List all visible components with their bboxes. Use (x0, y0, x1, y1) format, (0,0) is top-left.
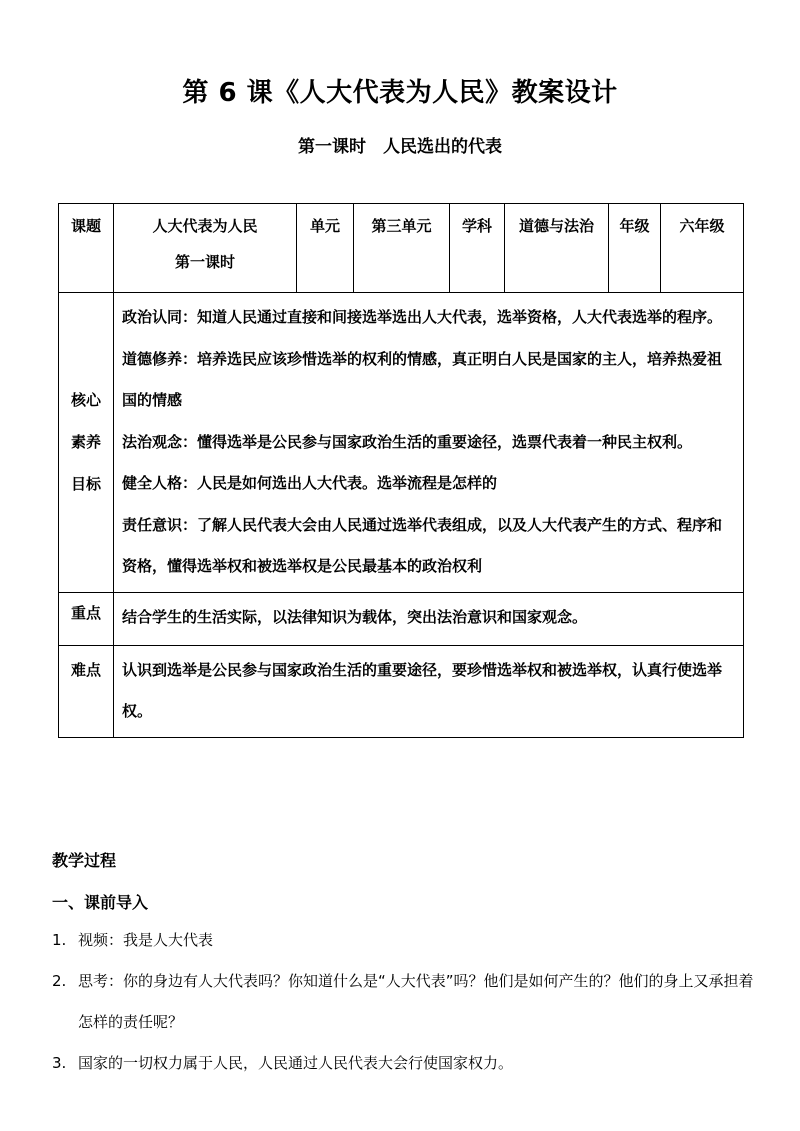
key-point-label: 重点 (59, 592, 114, 645)
lesson-value (114, 204, 297, 293)
lesson-value-line2: 第一课时 (174, 253, 235, 271)
list-item (52, 961, 762, 1043)
core-goal-political: 政治认同：知道人民通过直接和间接选举选出人大代表，选举资格，人大代表选举的程序。 (122, 308, 723, 326)
subject-label: 学科 (450, 204, 505, 293)
list-item (52, 1043, 762, 1084)
unit-value: 第三单元 (354, 204, 450, 293)
unit-label: 单元 (297, 204, 354, 293)
page-title: 第 6 课《人大代表为人民》教案设计 (182, 78, 618, 108)
list-item-number: 2. (52, 972, 67, 990)
lesson-label: 课题 (59, 204, 114, 293)
core-label-line3: 目标 (70, 475, 101, 494)
intro-section-heading: 一、课前导入 (52, 893, 149, 912)
intro-list (52, 920, 762, 1084)
list-item-number: 3. (52, 1054, 67, 1072)
list-item-text: 思考：你的身边有人大代表吗？你知道什么是“人大代表”吗？他们是如何产生的？他们的身上又承担着怎样的责任呢？ (78, 972, 754, 1031)
lesson-info-table (58, 203, 744, 738)
difficulty-label: 难点 (59, 645, 114, 737)
core-goals-content (114, 293, 744, 593)
table-header-row (59, 204, 744, 293)
difficulty-text: 认识到选举是公民参与国家政治生活的重要途径，要珍惜选举权和被选举权，认真行使选举权。 (114, 645, 744, 737)
subject-value: 道德与法治 (505, 204, 609, 293)
difficulty-row (59, 645, 744, 737)
core-goal-personality: 健全人格：人民是如何选出人大代表。选举流程是怎样的 (122, 474, 498, 492)
list-item (52, 920, 762, 961)
core-goal-moral: 道德修养：培养选民应该珍惜选举的权利的情感，真正明白人民是国家的主人，培养热爱祖国的情感 (122, 349, 723, 409)
core-label-line1: 核心 (70, 391, 101, 410)
list-item-number: 1. (52, 931, 67, 949)
lesson-value-line1: 人大代表为人民 (152, 217, 258, 235)
list-item-text: 国家的一切权力属于人民，人民通过人民代表大会行使国家权力。 (78, 1054, 514, 1072)
list-item-text: 视频：我是人大代表 (78, 931, 214, 949)
core-goals-row (59, 293, 744, 593)
key-point-row (59, 592, 744, 645)
process-heading: 教学过程 (52, 851, 117, 870)
key-point-text: 结合学生的生活实际，以法律知识为载体，突出法治意识和国家观念。 (114, 592, 744, 645)
core-goals-label (59, 293, 114, 593)
page-subtitle: 第一课时 人民选出的代表 (298, 137, 502, 157)
grade-label: 年级 (609, 204, 661, 293)
core-goal-responsibility: 责任意识：了解人民代表大会由人民通过选举代表组成，以及人大代表产生的方式、程序和资格，懂得选举权和被选举权是公民最基本的政治权利 (122, 515, 723, 575)
core-goal-rule-of-law: 法治观念：懂得选举是公民参与国家政治生活的重要途径，选票代表着一种民主权利。 (122, 432, 693, 451)
core-label-line2: 素养 (70, 433, 101, 452)
grade-value: 六年级 (661, 204, 744, 293)
